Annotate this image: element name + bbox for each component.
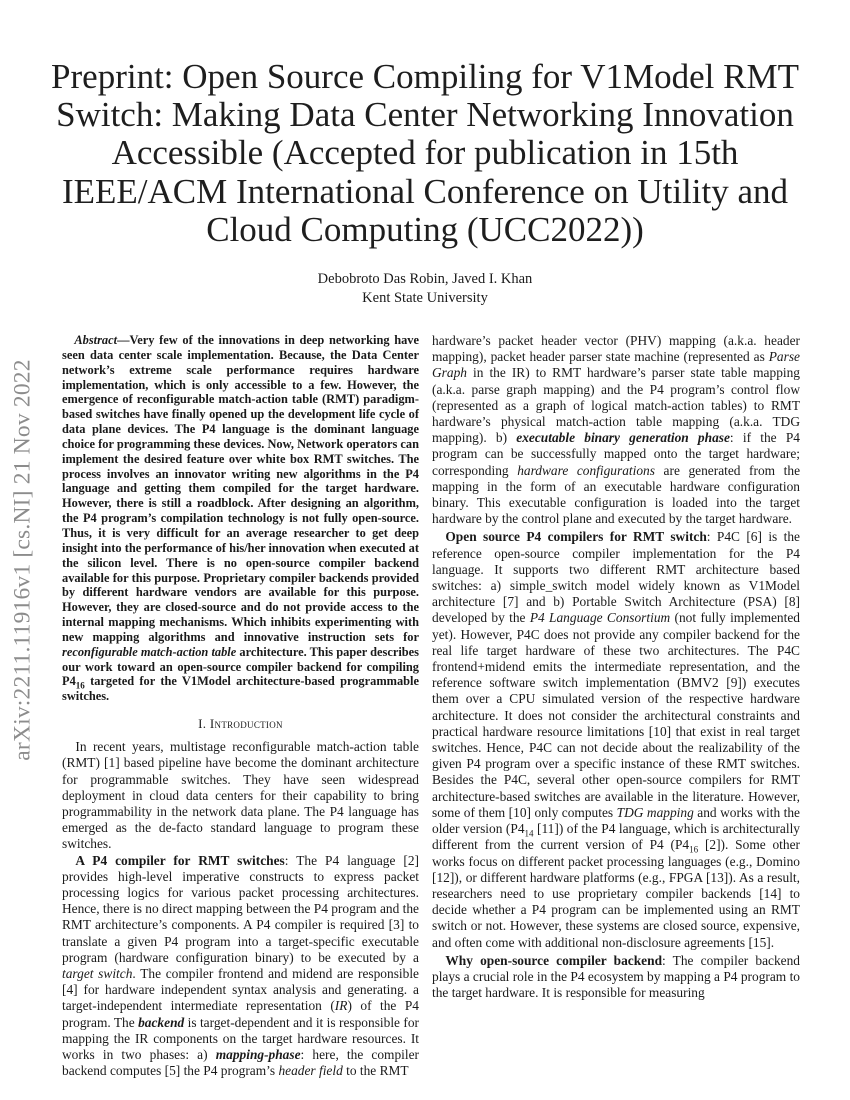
right-column xyxy=(432,333,800,1001)
paragraph-subscript: 14 xyxy=(524,828,534,839)
paragraph-bold-italic: mapping-phase xyxy=(215,1046,301,1062)
paragraph-italic: target switch xyxy=(62,965,133,981)
left-column xyxy=(62,333,419,1079)
author-affiliation: Kent State University xyxy=(362,290,488,306)
paragraph-bold-italic: backend xyxy=(138,1014,185,1030)
abstract-text-1: —Very few of the innovations in deep networking have seen data center scale implementation. Because, the Data Center network’s extreme scale performance requires hardware implementation, which is only accessible to a few. However, the emergence of reconfigurable match-action table (RMT) paradigm-based switches have finally opened up the development life cycle of data plane devices. The P4 language is the dominant language choice for programming these devices. Now, Network operators can implement the desired feature over white box RMT switches. The process involves an innovator writing new algorithms in the P4 language and getting them compiled for the target hardware. However, there is still a roadblock. After designing an algorithm, the P4 program’s compilation technology is not fully open-source. Thus, it is very difficult for an average researcher to get deep insight into the performance of his/her innovation when executed at the silicon level. There is no open-source compiler backend available for this purpose. Proprietary compiler backends provided by different hardware vendors are available for this purpose. However, they are closed-source and do not provide access to the internal mapping mechanisms. Which inhibits experimenting with new mapping algorithms and innovative instruction sets for xyxy=(62,333,419,644)
right-paragraph-2 xyxy=(432,529,800,950)
paragraph-text: : The P4 language [2] provides high-level imperative constructs to express packet processing logics for various packet processing architectures. Hence, there is no direct mapping between the P4 program and the RMT architecture’s components. A P4 compiler is required [3] to translate a given P4 program into a target-specific executable program (hardware configuration binary) to be executed by a xyxy=(62,852,419,965)
abstract xyxy=(62,333,419,704)
arxiv-stamp-text: arXiv:2211.11916v1 [cs.NI] 21 Nov 2022 xyxy=(9,359,36,761)
right-paragraph-3 xyxy=(432,953,800,1002)
paragraph-bold-italic: executable binary generation phase xyxy=(516,430,730,446)
paragraph-text: [11]) of the P4 language, which is architecturally different from the current version of P4 (P4 xyxy=(432,821,800,853)
paragraph-text: ) of the P4 program. The xyxy=(62,998,419,1030)
abstract-text-3: targeted for the V1Model architecture-based programmable switches. xyxy=(62,674,419,704)
paragraph-text: : The compiler backend plays a crucial role in the P4 ecosystem by mapping a P4 program to the target hardware. It is responsible for measuring xyxy=(432,952,800,1001)
right-paragraph-1 xyxy=(432,333,800,527)
author-names: Debobroto Das Robin, Javed I. Khan xyxy=(317,271,533,287)
paragraph-text: in the IR) to RMT hardware’s parser state table mapping (a.k.a. parse graph mapping) and the P4 program’s control flow (represented as a graph of logical match-action tables) to RMT hardware’s physical match-action table mapping (a.k.a. TDG mapping). b) xyxy=(432,365,800,446)
abstract-text-2: architecture. This paper describes our work toward an open-source compiler backend for compiling P4 xyxy=(62,644,419,689)
author-block xyxy=(0,270,850,308)
paragraph-text: . The compiler frontend and midend are responsible [4] for hardware independent syntax analysis and generating. a target-independent intermediate representation ( xyxy=(62,965,419,1014)
paragraph-text: and works with the older version (P4 xyxy=(432,804,800,837)
paragraph-text: : here, the compiler backend computes [5] the P4 program’s xyxy=(62,1046,420,1079)
paragraph-text: : if the P4 program can be successfully mapped onto the target hardware; corresponding xyxy=(432,430,800,478)
section-heading-introduction: I. Introduction xyxy=(198,716,283,732)
paragraph-text: [2]). Some other works focus on different packet processing languages (e.g., Domino [12]), or different hardware platforms (e.g., FPGA [13]). As a result, researchers need to use proprietary compiler backends [14] to decide whether a P4 program can be implemented using an RMT switch or not. However, these systems are closed source, expensive, and often come with additional non-disclosure agreements [15]. xyxy=(432,837,800,950)
paragraph-italic: P4 Language Consortium xyxy=(529,610,671,626)
paragraph-italic: header field xyxy=(278,1063,343,1079)
paragraph-run-in-heading: Open source P4 compilers for RMT switch xyxy=(445,529,707,545)
paragraph-text: are generated from the mapping in the form of an executable hardware configuration binary. This executable configuration is loaded into the target hardware by the control plane and executed by the target hardware. xyxy=(432,462,801,527)
paragraph-run-in-heading: A P4 compiler for RMT switches xyxy=(75,852,285,868)
intro-paragraph-2 xyxy=(62,853,419,1080)
paragraph-italic: IR xyxy=(334,998,348,1014)
paragraph-text: hardware’s packet header vector (PHV) mapping (a.k.a. header mapping), packet header parser state machine (represented as xyxy=(432,333,800,365)
arxiv-identifier-stamp xyxy=(8,300,38,820)
intro-paragraph-1: In recent years, multistage reconfigurable match-action table (RMT) [1] based pipeline have become the dominant architecture for programmable switches. They have seen widespread deployment in cloud data centers for their capability to bring programmability in the network data plane. The P4 language has emerged as the de-facto standard language to program these switches. xyxy=(62,739,419,852)
paragraph-italic: hardware configurations xyxy=(517,462,655,478)
paper-title: Preprint: Open Source Compiling for V1Model RMT Switch: Making Data Center Networking Innovation Accessible (Accepted for publication in 15th IEEE/ACM International Conference on Utility and Cloud Computing (UCC2022)) xyxy=(51,57,799,249)
paragraph-text: is target-dependent and it is responsible for mapping the IR components on the target hardware resources. It works in two phases: a) xyxy=(62,1014,419,1062)
paragraph-run-in-heading: Why open-source compiler backend xyxy=(445,952,663,968)
abstract-subscript: 16 xyxy=(75,680,85,691)
paragraph-text: (not fully implemented yet). However, P4C does not provide any compiler backend for the real life target hardware of these two architectures. The P4C frontend+midend emits the intermediate representation, and the reference software switch implementation (BMV2 [9]) executes them over a CPU simulated version of the respective hardware architecture. It does not consider the architectural constraints and practical hardware resource limitations [10] that exist in real target switches. Hence, P4C can not decide about the realizability of the given P4 program over a specific instance of these RMT switches. Besides the P4C, several other open-source compilers for RMT architecture-based switches are available in the literature. However, some of them [10] only computes xyxy=(432,610,800,820)
paragraph-italic: Parse Graph xyxy=(432,349,800,381)
abstract-emphasis: reconfigurable match-action table xyxy=(62,644,237,659)
paragraph-subscript: 16 xyxy=(689,844,699,855)
paragraph-text: to the RMT xyxy=(342,1063,409,1079)
abstract-label: Abstract xyxy=(74,333,118,347)
paragraph-text: : P4C [6] is the reference open-source compiler implementation for the P4 language. It supports two different RMT architecture based switches: a) simple_switch model widely known as V1Model architecture [7] and b) Portable Switch Architecture (PSA) [8] developed by the xyxy=(432,529,800,626)
paragraph-italic: TDG mapping xyxy=(616,804,694,820)
